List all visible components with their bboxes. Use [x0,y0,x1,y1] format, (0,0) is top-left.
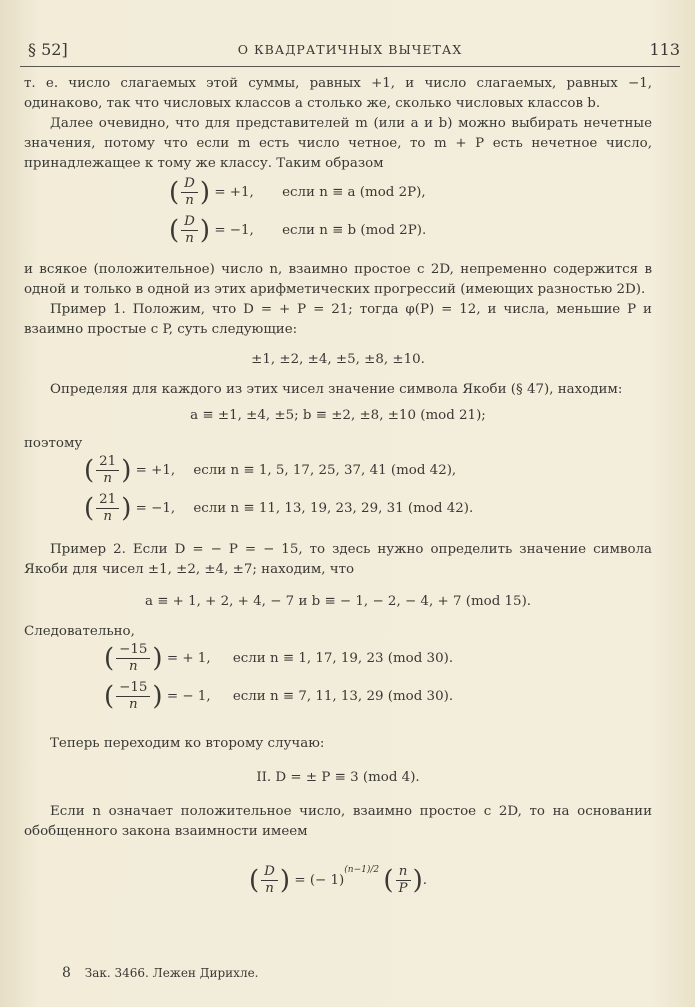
f6-numerator: 21 [96,492,119,509]
formula-7: a ≡ + 1, + 2, + 4, − 7 и b ≡ − 1, − 2, − 4, + 7 (mod 15). [144,594,532,609]
printer-note: Зак. 3466. Лежен Дирихле. [84,966,259,980]
paragraph-10: Если n означает положительное число, взаимно простое с 2D, то на основании обобщенного закона взаимности имеем [24,804,652,839]
header-rule [20,66,680,67]
formula-8: ( $\frac{-15}{n}$ ) = + 1, если n ≡ 1, 17, 19, 23 (mod 30). [104,642,454,674]
formula-4: a ≡ ±1, ±4, ±5; b ≡ ±2, ±8, ±10 (mod 21); [190,408,486,423]
f9-denominator: n [128,697,138,712]
paragraph-5: Определяя для каждого из этих чисел значение символа Якоби (§ 47), находим: [50,382,623,397]
f2-denominator: n [185,231,194,246]
page-header [20,40,680,66]
f5-rhs: = +1, [135,463,176,478]
f11-numerator-2: n [396,864,411,881]
paragraph-9: Теперь переходим ко второму случаю: [50,736,325,751]
formula-2: ( $\frac{D}{n}$ ) = −1, если n ≡ b (mod 2P). [169,214,427,246]
f1-condition: если n ≡ a (mod 2P), [282,185,426,200]
paragraph-8: Следовательно, [24,624,135,639]
f6-rhs: = −1, [135,501,176,516]
f11-denominator: n [265,881,274,896]
f11-numerator: D [261,864,278,881]
f8-denominator: n [128,659,138,674]
f9-rhs: = − 1, [166,689,211,704]
signature-mark: 8 [62,965,71,981]
f6-condition: если n ≡ 11, 13, 19, 23, 29, 31 (mod 42). [193,501,474,516]
formula-5: ( $\frac{21}{n}$ ) = +1, если n ≡ 1, 5, 17, 25, 37, 41 (mod 42), [84,454,457,486]
f9-numerator: −15 [116,680,150,697]
paragraph-4: Пример 1. Положим, что D = + P = 21; тогда φ(P) = 12, и числа, меньшие P и взаимно простые с P, суть следующие: [24,302,652,337]
paragraph-3: и всякое (положительное) число n, взаимно простое с 2D, непременно содержится в одной и только в одной из этих арифметических прогрессий (имеющих разностью 2D). [24,262,652,297]
paragraph-1: т. е. число слагаемых этой суммы, равных +1, и число слагаемых, равных −1, одинаково, так что числовых классов a столько же, сколько числовых классов b. [24,76,652,111]
f11-denominator-2: P [398,881,408,896]
formula-1: ( $\frac{D}{n}$ ) = +1, если n ≡ a (mod 2P), [169,176,426,208]
formula-11: ( $\frac{D}{n}$ ) = (− 1)$^{(n-1)/2}$ ( $\frac{n}{P}$ ). [249,864,427,896]
f2-condition: если n ≡ b (mod 2P). [282,223,427,238]
f2-rhs: = −1, [214,223,254,238]
paragraph-7: Пример 2. Если D = − P = − 15, то здесь нужно определить значение символа Якоби для чисел ±1, ±2, ±4, ±7; находим, что [24,542,652,577]
page-number: 113 [649,40,680,59]
formula-3: ±1, ±2, ±4, ±5, ±8, ±10. [251,352,425,367]
running-title: О КВАДРАТИЧНЫХ ВЫЧЕТАХ [237,42,463,57]
paragraph-6: поэтому [24,436,83,451]
formula-9: ( $\frac{-15}{n}$ ) = − 1, если n ≡ 7, 11, 13, 29 (mod 30). [104,680,454,712]
page-body [24,70,652,900]
f8-condition: если n ≡ 1, 17, 19, 23 (mod 30). [232,651,454,666]
formula-6: ( $\frac{21}{n}$ ) = −1, если n ≡ 11, 13, 19, 23, 29, 31 (mod 42). [84,492,474,524]
f5-condition: если n ≡ 1, 5, 17, 25, 37, 41 (mod 42), [193,463,457,478]
f11-middle: = (− 1) [294,873,345,888]
f5-numerator: 21 [96,454,119,471]
formula-10: II. D = ± P ≡ 3 (mod 4). [256,770,420,785]
f5-denominator: n [103,471,112,486]
f11-exponent: (n−1)/2 [344,865,380,875]
f6-denominator: n [103,509,112,524]
f1-numerator: D [181,176,198,193]
f9-condition: если n ≡ 7, 11, 13, 29 (mod 30). [232,689,454,704]
f8-numerator: −15 [116,642,150,659]
f2-numerator: D [181,214,198,231]
f1-denominator: n [185,193,194,208]
f1-rhs: = +1, [214,185,254,200]
f8-rhs: = + 1, [166,651,211,666]
section-number: § 52] [28,40,68,59]
paragraph-2: Далее очевидно, что для представителей m (или a и b) можно выбирать нечетные значения, потому что если m есть число четное, то m + P есть нечетное число, принадлежащее к тому же классу. Таким образом [24,116,652,171]
f11-end: . [422,873,427,888]
page-footer [62,965,259,981]
